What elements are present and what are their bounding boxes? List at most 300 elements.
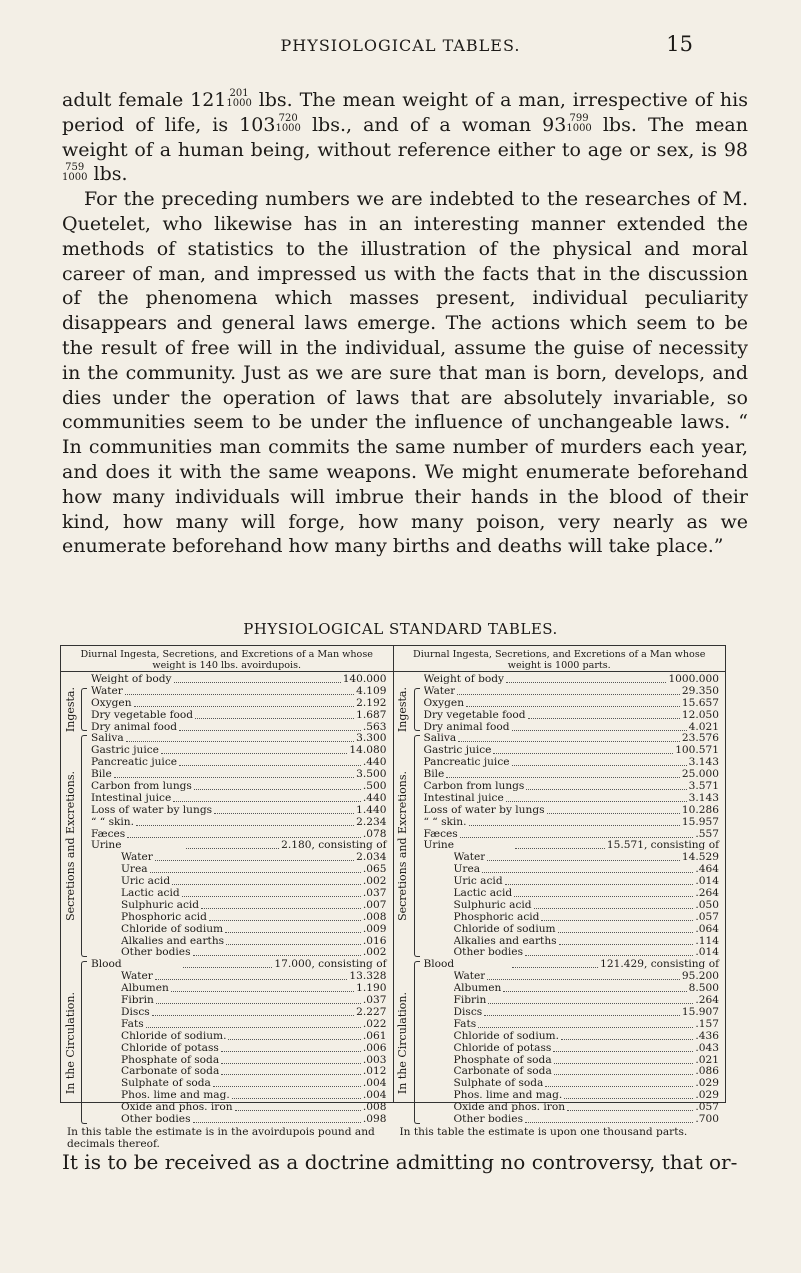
row-label: Weight of body: [91, 674, 172, 685]
table-row: [91, 1090, 387, 1102]
row-value: 3.300: [356, 732, 387, 745]
table-row: [91, 936, 387, 948]
table-row: [424, 1055, 720, 1067]
row-label: Phosphate of soda: [121, 1054, 220, 1066]
leader-dots: [235, 1102, 361, 1111]
table-row: [91, 1078, 387, 1090]
group-label: [63, 686, 77, 734]
leader-dots: [545, 1078, 693, 1087]
row-label: Lactic acid: [121, 888, 180, 900]
table-row: [424, 1007, 720, 1019]
table-row: [91, 805, 387, 817]
row-value: 1000.000: [668, 673, 719, 685]
table-row: [424, 757, 720, 769]
leader-dots: [156, 995, 361, 1004]
table-row: [424, 876, 720, 888]
row-value: 15.657: [681, 696, 719, 709]
leader-dots: [484, 1007, 680, 1016]
row-label: Other bodies: [453, 1113, 524, 1125]
row-value: 3.571: [688, 780, 719, 793]
group-label: [63, 733, 77, 959]
table-row: [424, 888, 720, 900]
row-value: 14.080: [349, 744, 387, 757]
leader-dots: [514, 888, 693, 897]
row-label: Urine: [423, 840, 454, 852]
leader-dots: [155, 852, 354, 861]
table-row: [91, 817, 387, 829]
table-row: [424, 864, 720, 876]
leader-dots: [525, 947, 693, 956]
table-row: [424, 698, 720, 710]
paragraph-1: adult female 121 201 1000 lbs. The mean weight of a man, irrespective of his period of life, is 103 720 1000 lbs., and of a woman 93 799 1000 lbs. The mean weight of a human being, without reference either to age or sex, is 98 759 1000 lbs.: [62, 88, 748, 186]
table-row: [424, 1114, 720, 1126]
leader-dots: [567, 1102, 693, 1111]
leader-dots: [512, 959, 598, 968]
table-row: [424, 805, 720, 817]
row-label: Albumen: [121, 983, 169, 995]
group-rows: [424, 686, 720, 734]
row-value: .563: [362, 720, 387, 733]
catchline: It is to be received as a doctrine admitting no controversy, that or-: [62, 1150, 738, 1174]
row-label: Dry vegetable food: [91, 709, 194, 721]
row-label: Sulphuric acid: [121, 899, 200, 911]
leader-dots: [460, 829, 694, 838]
table-caption: Diurnal Ingesta, Secretions, and Excretions of a Man whose weight is 140 lbs. avoirdupois.: [61, 646, 393, 672]
paragraph-2: For the preceding numbers we are indebted to the researches of M. Quetelet, who likewise has in an interesting manner extended the methods of statistics to the illustration of the physical and moral career of man, and impressed us with the facts that in the discussion of the phenomena which masses present, individual peculiarity disappears and general laws emerge. The actions which seem to be the result of free will in the individual, assume the guise of necessity in the community. Just as we are sure that man is born, develops, and dies under the operation of laws that are absolutely invariable, so communities seem to be under the influence of unchangeable laws. “ In communities man commits the same number of murders each year, and does it with the same weapons. We might enumerate beforehand how many individuals will imbrue their hands in the blood of their kind, how many will forge, how many poison, very nearly as we enumerate beforehand how many births and deaths will take place.”: [62, 188, 748, 558]
table-row: [424, 995, 720, 1007]
row-value: .065: [362, 863, 387, 876]
fraction: 720 1000: [275, 112, 301, 134]
running-head: PHYSIOLOGICAL TABLES.: [280, 36, 521, 55]
leader-dots: [195, 710, 354, 719]
leader-dots: [503, 983, 686, 992]
leader-dots: [201, 900, 361, 909]
fraction: 759 1000: [62, 162, 88, 184]
row-label: Other bodies: [453, 947, 524, 959]
leader-dots: [558, 924, 694, 933]
table-row: [91, 1102, 387, 1114]
row-value: 95.200: [681, 970, 719, 983]
leader-dots: [506, 793, 687, 802]
row-label: Pancreatic juice: [91, 757, 178, 769]
row-label: Chloride of sodium.: [453, 1030, 559, 1042]
row-label: Phosphoric acid: [121, 911, 207, 923]
secretions-group: [61, 733, 387, 959]
row-value: 140.000: [342, 673, 387, 685]
row-value: .557: [695, 827, 719, 840]
leader-dots: [152, 1007, 354, 1016]
table-row: [91, 995, 387, 1007]
leader-dots: [541, 912, 693, 921]
table-row: [91, 900, 387, 912]
row-value: 4.109: [356, 684, 387, 697]
table-avoirdupois: [61, 646, 394, 1150]
table-row: [91, 971, 387, 983]
row-label: Lactic acid: [453, 888, 513, 900]
fraction: 201 1000: [226, 88, 252, 109]
table-row: [91, 1114, 387, 1126]
table-row: [91, 674, 387, 686]
brace: [81, 961, 87, 1123]
leader-dots: [127, 829, 361, 838]
row-label: Bile: [423, 769, 445, 781]
row-value: 4.021: [688, 720, 719, 733]
leader-dots: [505, 876, 694, 885]
row-label: Carbon from lungs: [91, 781, 192, 793]
row-value: .016: [362, 934, 387, 947]
row-label: Weight of body: [423, 674, 505, 685]
row-value: .050: [695, 898, 719, 911]
leader-dots: [488, 995, 693, 1004]
leader-dots: [213, 1078, 361, 1087]
row-value: .057: [695, 910, 719, 923]
table-row: [91, 1031, 387, 1043]
row-label: Sulphuric acid: [453, 899, 532, 911]
table-row: [91, 793, 387, 805]
leader-dots: [469, 817, 680, 826]
row-label: Gastric juice: [91, 745, 159, 757]
row-label: Uric acid: [121, 876, 171, 888]
table-row: [424, 793, 720, 805]
group-label: [63, 959, 77, 1125]
row-value: 12.050: [681, 708, 719, 721]
table-body: [61, 672, 393, 1126]
leader-dots: [193, 947, 361, 956]
row-value: 121.429, consisting of: [600, 958, 720, 971]
table-row: [91, 710, 387, 722]
table-row: [91, 1007, 387, 1019]
leader-dots: [182, 888, 361, 897]
table-row: [424, 924, 720, 936]
table-row: [91, 1066, 387, 1078]
table-row: [424, 936, 720, 948]
circulation-group: [61, 959, 387, 1125]
group-rows: [424, 733, 720, 959]
row-value: .078: [362, 827, 387, 840]
leader-dots: [193, 1114, 361, 1123]
table-row: [424, 840, 720, 852]
row-label: Urea: [121, 864, 148, 876]
row-label: Oxide and phos. iron: [121, 1102, 233, 1114]
leader-dots: [534, 900, 694, 909]
table-row: [91, 924, 387, 936]
row-value: .029: [695, 1077, 719, 1090]
row-value: .037: [362, 887, 387, 900]
leader-dots: [194, 781, 361, 790]
row-label: Phosphate of soda: [453, 1054, 552, 1066]
leader-dots: [161, 745, 347, 754]
page-number: 15: [666, 32, 693, 56]
row-value: 15.957: [681, 815, 719, 828]
leader-dots: [564, 1090, 693, 1099]
leader-dots: [125, 686, 354, 695]
row-value: 2.180, consisting of: [281, 839, 387, 852]
brace: [414, 688, 420, 732]
row-label: Discs: [121, 1006, 150, 1018]
row-label: Albumen: [453, 983, 502, 995]
table-row: [91, 959, 387, 971]
table-row: [91, 876, 387, 888]
leader-dots: [466, 698, 680, 707]
brace: [414, 961, 420, 1123]
leader-dots: [512, 757, 687, 766]
leader-dots: [525, 1114, 693, 1123]
row-label: Water: [121, 852, 153, 864]
row-label: Chloride of sodium: [121, 923, 224, 935]
group-rows: [91, 686, 387, 734]
row-label: “ “ skin.: [91, 816, 135, 828]
table-row: [91, 722, 387, 734]
leader-dots: [114, 769, 354, 778]
row-value: 17.000, consisting of: [274, 958, 387, 971]
table-row: [424, 722, 720, 734]
table-row: [424, 817, 720, 829]
table-row: [91, 745, 387, 757]
leader-dots: [493, 745, 673, 754]
row-label: Carbonate of soda: [453, 1066, 552, 1078]
row-label: Oxide and phos. iron: [453, 1102, 566, 1114]
row-value: .057: [695, 1101, 719, 1114]
leader-dots: [528, 710, 680, 719]
leader-dots: [173, 793, 361, 802]
row-label: Water: [121, 971, 153, 983]
table-row: [91, 888, 387, 900]
table-note: In this table the estimate is upon one thousand parts.: [399, 1125, 688, 1138]
row-label: Other bodies: [121, 947, 191, 959]
group-rows: [91, 733, 387, 959]
leader-dots: [179, 722, 361, 731]
physiological-tables: [60, 645, 726, 1150]
row-value: 15.907: [681, 1005, 719, 1018]
row-label: Fats: [453, 1018, 477, 1030]
row-value: .009: [362, 922, 387, 935]
table-row: [91, 1043, 387, 1055]
row-value: .002: [362, 946, 387, 959]
row-value: .264: [695, 887, 719, 900]
table-row: [424, 1019, 720, 1031]
row-value: .008: [362, 1101, 387, 1114]
leader-dots: [172, 876, 361, 885]
row-label: Blood: [423, 959, 455, 971]
row-value: .004: [362, 1089, 387, 1102]
leader-dots: [561, 1031, 693, 1040]
table-row: [91, 781, 387, 793]
leader-dots: [174, 674, 341, 683]
table-row: [424, 686, 720, 698]
leader-dots: [446, 769, 680, 778]
leader-dots: [228, 1031, 360, 1040]
row-value: 3.500: [356, 768, 387, 781]
leader-dots: [179, 757, 361, 766]
table-row: [424, 971, 720, 983]
table-row: [424, 1102, 720, 1114]
table-row: [424, 781, 720, 793]
row-label: Other bodies: [121, 1113, 191, 1125]
row-value: .008: [362, 910, 387, 923]
table-row: [424, 959, 720, 971]
row-label: Dry animal food: [423, 721, 510, 733]
row-value: .006: [362, 1041, 387, 1054]
leader-dots: [487, 852, 680, 861]
row-label: Pancreatic juice: [423, 757, 510, 769]
row-label: Chloride of potass: [121, 1042, 219, 1054]
row-value: .440: [362, 756, 387, 769]
row-label: Phos. lime and mag.: [121, 1090, 230, 1102]
row-label: Chloride of potass: [453, 1042, 552, 1054]
leader-dots: [155, 971, 348, 980]
row-value: .114: [695, 934, 719, 947]
row-label: Sulphate of soda: [453, 1078, 544, 1090]
row-label: Loss of water by lungs: [423, 804, 545, 816]
fraction: 799 1000: [566, 112, 592, 134]
row-label: Blood: [91, 959, 122, 971]
row-value: .700: [695, 1112, 719, 1125]
row-label: Water: [453, 852, 486, 864]
leader-dots: [457, 686, 680, 695]
row-label: Uric acid: [453, 876, 503, 888]
table-row: [91, 686, 387, 698]
leader-dots: [487, 971, 680, 980]
table-row: [424, 769, 720, 781]
leader-dots: [209, 912, 361, 921]
row-label: Bile: [91, 769, 112, 781]
leader-dots: [547, 805, 680, 814]
row-value: 2.034: [356, 851, 387, 864]
row-value: 8.500: [688, 982, 719, 995]
row-value: .002: [362, 875, 387, 888]
brace: [81, 735, 87, 957]
row-label: Water: [91, 685, 123, 697]
row-value: 14.529: [681, 851, 719, 864]
table-row: [424, 1031, 720, 1043]
row-value: .014: [695, 875, 719, 888]
group-rows: [424, 959, 720, 1125]
table-thousand-parts: [394, 646, 726, 1138]
row-value: 1.190: [356, 982, 387, 995]
table-row: [424, 1078, 720, 1090]
table-row: [424, 674, 720, 686]
row-value: .007: [362, 898, 387, 911]
row-label: Fibrin: [121, 995, 154, 1007]
row-value: .464: [695, 863, 719, 876]
brace: [81, 688, 87, 732]
leader-dots: [554, 1066, 694, 1075]
leader-dots: [150, 864, 361, 873]
table-row: [91, 983, 387, 995]
row-label: Urea: [453, 864, 481, 876]
row-value: 2.234: [356, 815, 387, 828]
row-value: .098: [362, 1112, 387, 1125]
row-value: 25.000: [681, 768, 719, 781]
row-value: .043: [695, 1041, 719, 1054]
row-value: 100.571: [675, 744, 719, 757]
table-row: [424, 852, 720, 864]
row-value: .440: [362, 791, 387, 804]
table-row: [91, 769, 387, 781]
table-row: [91, 864, 387, 876]
leader-dots: [186, 840, 279, 849]
group-label-text: Secretions and Excretions.: [396, 771, 409, 922]
leader-dots: [512, 722, 687, 731]
row-label: Intestinal juice: [91, 792, 172, 804]
row-value: .264: [695, 994, 719, 1007]
leader-dots: [136, 817, 354, 826]
row-label: “ “ skin.: [423, 816, 467, 828]
row-value: 1.687: [356, 708, 387, 721]
row-value: .037: [362, 994, 387, 1007]
row-label: Fibrin: [453, 995, 487, 1007]
row-value: 10.286: [681, 803, 719, 816]
body-text: [62, 88, 748, 559]
row-label: Discs: [453, 1006, 483, 1018]
ingesta-group: [61, 686, 387, 734]
leader-dots: [553, 1043, 693, 1052]
row-label: Chloride of sodium.: [121, 1030, 227, 1042]
row-label: Water: [423, 685, 456, 697]
table-row: [91, 912, 387, 924]
table-row: [424, 710, 720, 722]
row-label: Alkalies and earths: [121, 935, 225, 947]
table-row: [424, 1066, 720, 1078]
table-row: [91, 840, 387, 852]
leader-dots: [214, 805, 354, 814]
leader-dots: [126, 733, 355, 742]
page-header: [0, 32, 801, 64]
table-row: [424, 1043, 720, 1055]
row-value: .157: [695, 1017, 719, 1030]
table-caption: Diurnal Ingesta, Secretions, and Excretions of a Man whose weight is 1000 parts.: [394, 646, 726, 672]
row-value: .021: [695, 1053, 719, 1066]
table-row: [424, 745, 720, 757]
row-label: Fæces: [91, 828, 126, 840]
ingesta-group: [394, 686, 720, 734]
leader-dots: [506, 674, 666, 683]
row-label: Phosphoric acid: [453, 911, 540, 923]
row-value: .436: [695, 1029, 719, 1042]
row-label: Intestinal juice: [423, 792, 504, 804]
row-value: .086: [695, 1065, 719, 1078]
row-value: 13.328: [349, 970, 387, 983]
row-label: Phos. lime and mag.: [453, 1090, 563, 1102]
leader-dots: [515, 840, 605, 849]
row-label: Oxygen: [423, 697, 465, 709]
row-value: .061: [362, 1029, 387, 1042]
leader-dots: [226, 936, 361, 945]
leader-dots: [183, 959, 273, 968]
table-body: [394, 672, 726, 1126]
table-row: [91, 698, 387, 710]
leader-dots: [171, 983, 354, 992]
row-label: Sulphate of soda: [121, 1078, 211, 1090]
row-label: Fats: [121, 1018, 144, 1030]
leader-dots: [134, 698, 355, 707]
row-value: 29.350: [681, 684, 719, 697]
row-label: Loss of water by lungs: [91, 804, 213, 816]
row-label: Gastric juice: [423, 745, 492, 757]
leader-dots: [554, 1055, 694, 1064]
row-value: .064: [695, 922, 719, 935]
row-label: Urine: [91, 840, 122, 852]
row-value: .029: [695, 1089, 719, 1102]
table-row: [91, 733, 387, 745]
row-value: 15.571, consisting of: [606, 839, 719, 852]
table-row: [91, 1019, 387, 1031]
group-label-text: Ingesta.: [63, 687, 77, 733]
leader-dots: [221, 1043, 361, 1052]
row-value: .500: [362, 780, 387, 793]
row-label: Carbonate of soda: [121, 1066, 220, 1078]
leader-dots: [478, 1019, 693, 1028]
